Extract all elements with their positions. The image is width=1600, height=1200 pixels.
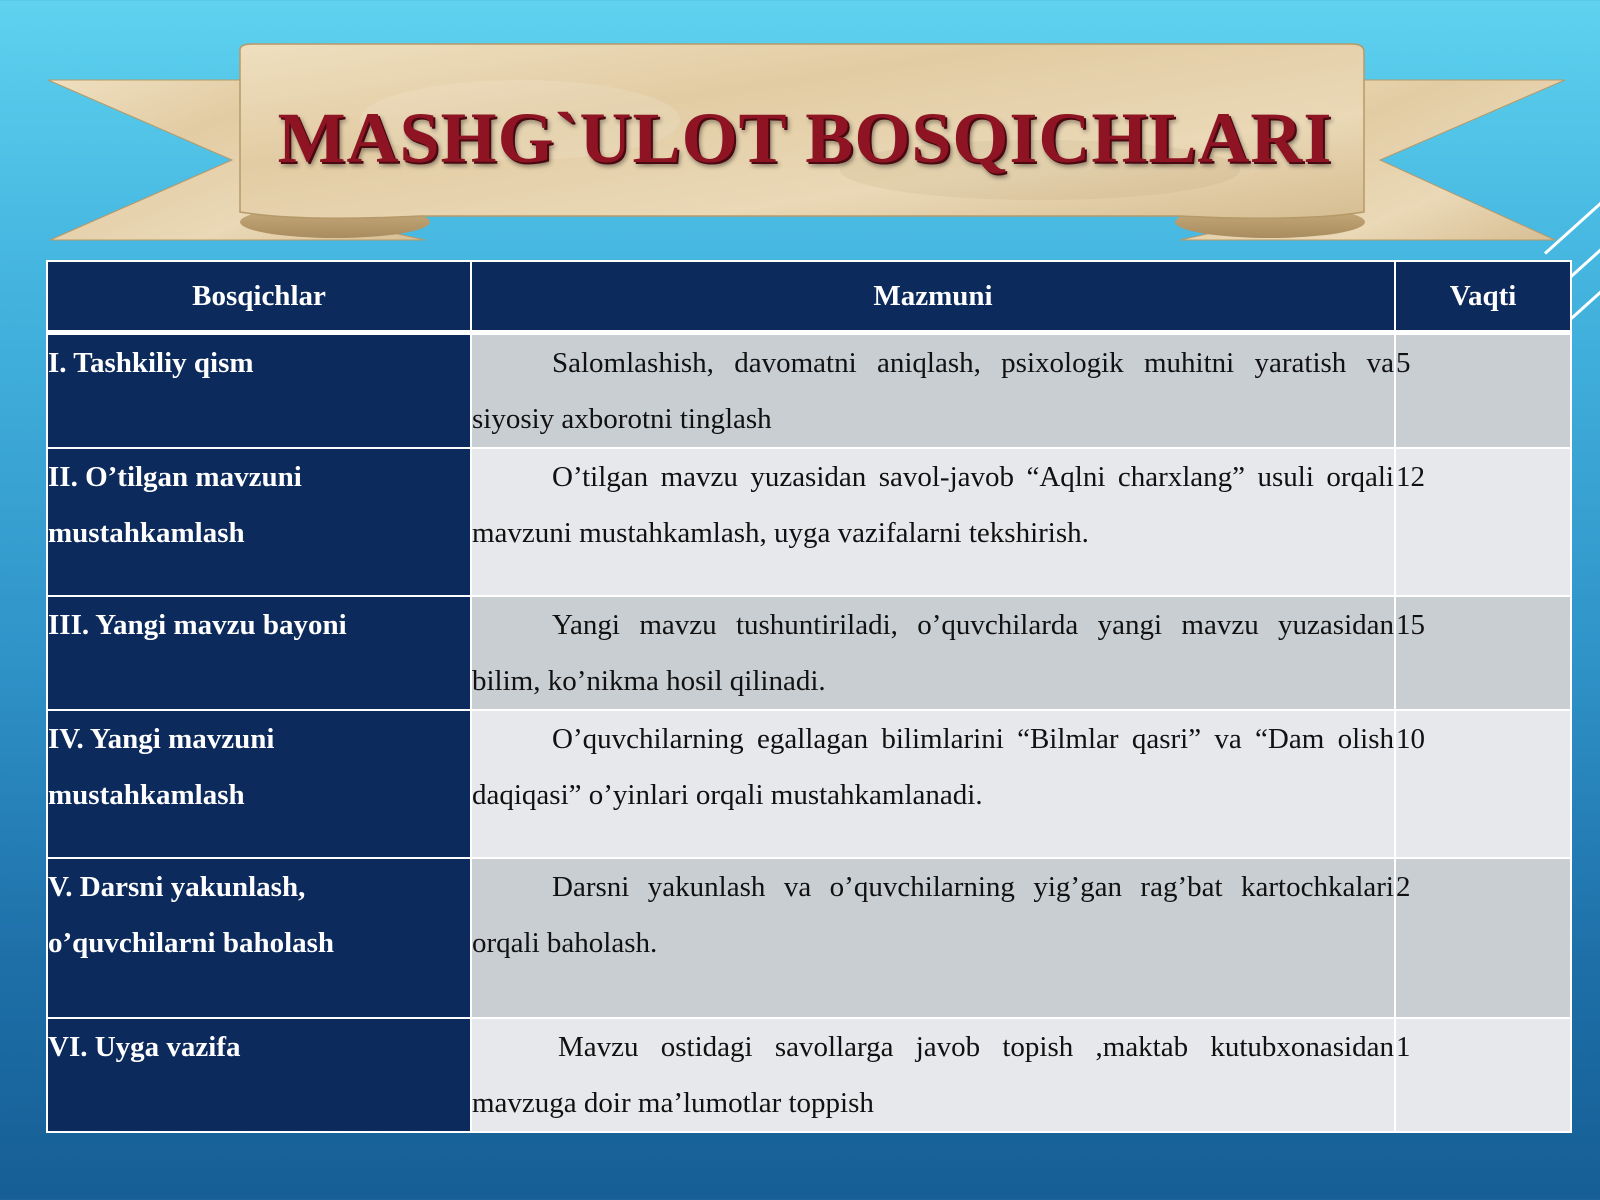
lesson-stages-table — [46, 260, 1572, 1133]
table-row — [47, 448, 1571, 596]
stage-cell: VI. Uyga vazifa — [47, 1018, 471, 1132]
stage-cell: II. O’tilgan mavzuni mustahkamlash — [47, 448, 471, 596]
stage-cell: I. Tashkiliy qism — [47, 333, 471, 449]
column-header-stages: Bosqichlar — [47, 261, 471, 333]
time-cell: 12 — [1395, 448, 1571, 596]
table-row — [47, 596, 1571, 710]
content-cell: Yangi mavzu tushuntiriladi, o’quvchilarda yangi mavzu yuzasidan bilim, ko’nikma hosil qilinadi. — [471, 596, 1395, 710]
time-cell: 15 — [1395, 596, 1571, 710]
content-cell: Mavzu ostidagi savollarga javob topish ,maktab kutubxonasidan mavzuga doir ma’lumotlar toppish — [471, 1018, 1395, 1132]
time-cell: 1 — [1395, 1018, 1571, 1132]
stage-cell: V. Darsni yakunlash, o’quvchilarni baholash — [47, 858, 471, 1018]
time-cell: 10 — [1395, 710, 1571, 858]
content-cell: Darsni yakunlash va o’quvchilarning yig’gan rag’bat kartochkalari orqali baholash. — [471, 858, 1395, 1018]
table-row — [47, 858, 1571, 1018]
stage-cell: III. Yangi mavzu bayoni — [47, 596, 471, 710]
table-row — [47, 333, 1571, 449]
content-cell: O’tilgan mavzu yuzasidan savol-javob “Aqlni charxlang” usuli orqali mavzuni mustahkamlash, uyga vazifalarni tekshirish. — [471, 448, 1395, 596]
time-cell: 5 — [1395, 333, 1571, 449]
page-title: MASHG`ULOT BOSQICHLARI — [277, 98, 1333, 178]
column-header-content: Mazmuni — [471, 261, 1395, 333]
table-header-row — [47, 261, 1571, 333]
table-row — [47, 1018, 1571, 1132]
column-header-time: Vaqti — [1395, 261, 1571, 333]
content-cell: Salomlashish, davomatni aniqlash, psixologik muhitni yaratish va siyosiy axborotni tinglash — [471, 333, 1395, 449]
stage-cell: IV. Yangi mavzuni mustahkamlash — [47, 710, 471, 858]
time-cell: 2 — [1395, 858, 1571, 1018]
content-cell: O’quvchilarning egallagan bilimlarini “Bilmlar qasri” va “Dam olish daqiqasi” o’yinlari orqali mustahkamlanadi. — [471, 710, 1395, 858]
table-row — [47, 710, 1571, 858]
